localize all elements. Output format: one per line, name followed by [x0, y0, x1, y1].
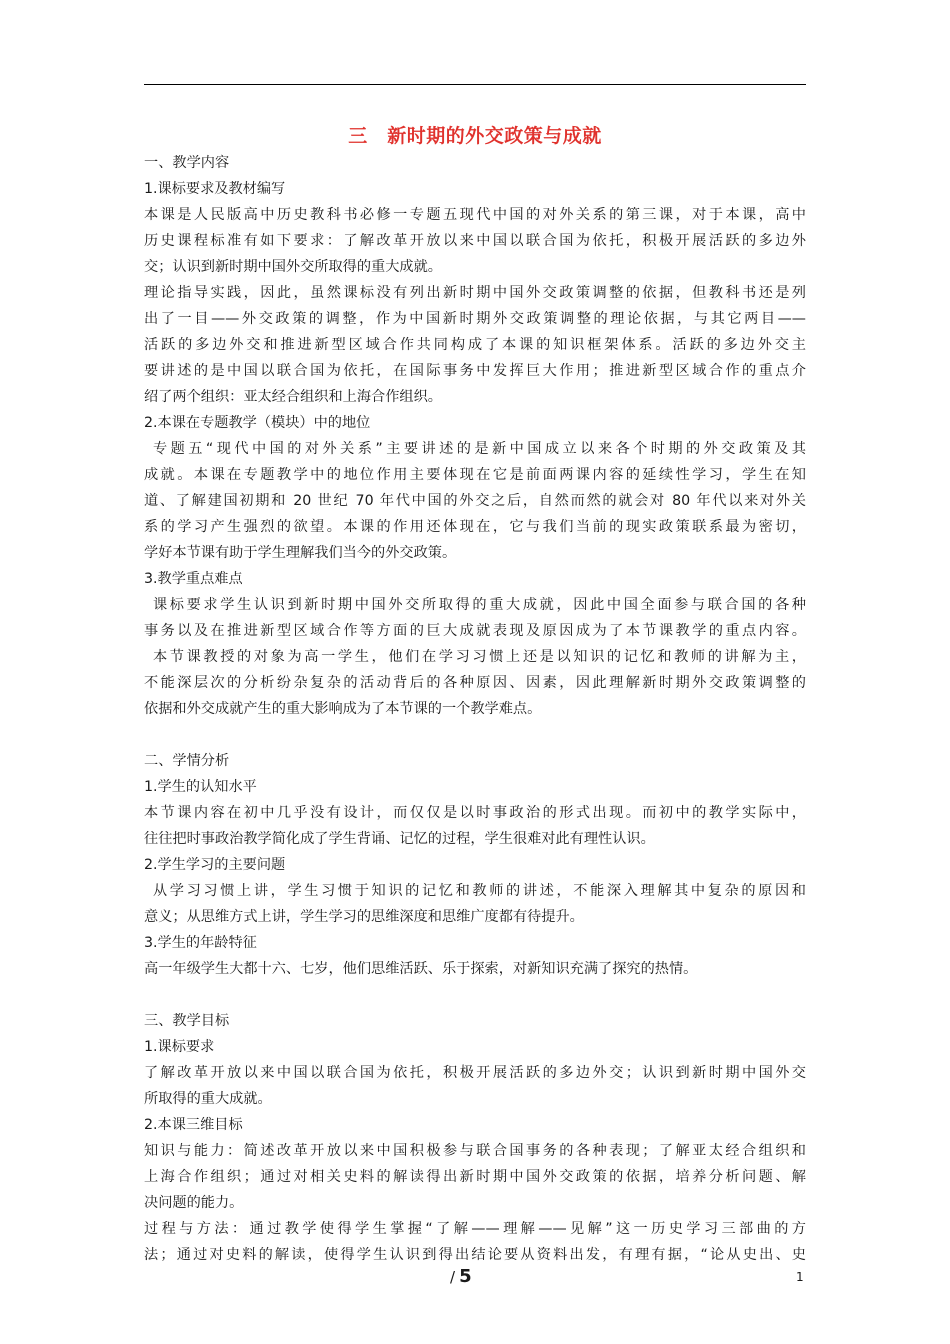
text-line: 过程与方法：通过教学使得学生掌握“了解——理解——见解”这一历史学习三部曲的方 [144, 1221, 806, 1237]
text-line: 出了一目——外交政策的调整，作为中国新时期外交政策调整的理论依据，与其它两目—— [144, 311, 806, 327]
text-line: 2.本课三维目标 [144, 1117, 243, 1133]
text-line: 依据和外交成就产生的重大影响成为了本节课的一个教学难点。 [144, 701, 542, 717]
text-line: 意义；从思维方式上讲，学生学习的思维深度和思维广度都有待提升。 [144, 909, 584, 925]
text-line: 往往把时事政治教学简化成了学生背诵、记忆的过程，学生很难对此有理性认识。 [144, 831, 655, 847]
page-total-indicator [450, 1266, 472, 1287]
text-line: 交；认识到新时期中国外交所取得的重大成就。 [144, 259, 442, 275]
text-line: 3.教学重点难点 [144, 571, 243, 587]
text-line: 法；通过对史料的解读，使得学生认识到得出结论要从资料出发，有理有据，“论从史出、史 [144, 1247, 806, 1263]
text-line: 知识与能力：简述改革开放以来中国积极参与联合国事务的各种表现；了解亚太经合组织和 [144, 1143, 806, 1159]
text-line: 2.学生学习的主要问题 [144, 857, 286, 873]
text-line: 不能深层次的分析纷杂复杂的活动背后的各种原因、因素，因此理解新时期外交政策调整的 [144, 675, 806, 691]
text-line: 理论指导实践，因此，虽然课标没有列出新时期中国外交政策调整的依据，但教科书还是列 [144, 285, 806, 301]
document-title: 三 新时期的外交政策与成就 [348, 125, 602, 147]
text-line: 从学习习惯上讲，学生习惯于知识的记忆和教师的讲述，不能深入理解其中复杂的原因和 [153, 883, 806, 899]
text-line: 历史课程标准有如下要求：了解改革开放以来中国以联合国为依托，积极开展活跃的多边外 [144, 233, 806, 249]
text-line: 了解改革开放以来中国以联合国为依托，积极开展活跃的多边外交；认识到新时期中国外交 [144, 1065, 806, 1081]
text-line: 成就。本课在专题教学中的地位作用主要体现在它是前面两课内容的延续性学习，学生在知 [144, 467, 806, 483]
text-line: 二、学情分析 [144, 753, 230, 769]
page-slash: / [450, 1268, 456, 1286]
text-line: 所取得的重大成就。 [144, 1091, 272, 1107]
text-line: 2.本课在专题教学（模块）中的地位 [144, 415, 371, 431]
text-line: 1.课标要求 [144, 1039, 215, 1055]
text-line: 课标要求学生认识到新时期中国外交所取得的重大成就，因此中国全面参与联合国的各种 [153, 597, 806, 613]
document-body [144, 150, 806, 1268]
text-line: 学好本节课有助于学生理解我们当今的外交政策。 [144, 545, 457, 561]
text-line: 系的学习产生强烈的欲望。本课的作用还体现在，它与我们当前的现实政策联系最为密切， [144, 519, 806, 535]
text-line: 本课是人民版高中历史教科书必修一专题五现代中国的对外关系的第三课，对于本课，高中 [144, 207, 806, 223]
text-line: 绍了两个组织：亚太经合组织和上海合作组织。 [144, 389, 442, 405]
text-line: 三、教学目标 [144, 1013, 230, 1029]
text-line: 道、了解建国初期和 20 世纪 70 年代中国的外交之后，自然而然的就会对 80 年代以来对外关 [144, 493, 806, 509]
text-line: 要讲述的是中国以联合国为依托，在国际事务中发挥巨大作用；推进新型区域合作的重点介 [144, 363, 806, 379]
text-line: 上海合作组织；通过对相关史料的解读得出新时期中国外交政策的依据，培养分析问题、解 [144, 1169, 806, 1185]
text-line: 一、教学内容 [144, 155, 230, 171]
text-line: 专题五“现代中国的对外关系”主要讲述的是新中国成立以来各个时期的外交政策及其 [153, 441, 806, 457]
blank-line [144, 722, 806, 748]
text-line: 事务以及在推进新型区域合作等方面的巨大成就表现及原因成为了本节课教学的重点内容。 [144, 623, 806, 639]
page-number: 1 [796, 1270, 804, 1284]
text-line: 3.学生的年龄特征 [144, 935, 257, 951]
text-line: 活跃的多边外交和推进新型区域合作共同构成了本课的知识框架体系。活跃的多边外交主 [144, 337, 806, 353]
blank-line [144, 982, 806, 1008]
text-line: 本节课内容在初中几乎没有设计，而仅仅是以时事政治的形式出现。而初中的教学实际中， [144, 805, 806, 821]
text-line: 本节课教授的对象为高一学生，他们在学习习惯上还是以知识的记忆和教师的讲解为主， [153, 649, 806, 665]
text-line: 高一年级学生大都十六、七岁，他们思维活跃、乐于探索，对新知识充满了探究的热情。 [144, 961, 698, 977]
text-line: 决问题的能力。 [144, 1195, 244, 1211]
text-line: 1.课标要求及教材编写 [144, 181, 286, 197]
total-pages: 5 [459, 1266, 472, 1287]
text-line: 1.学生的认知水平 [144, 779, 257, 795]
header-rule [144, 84, 806, 85]
